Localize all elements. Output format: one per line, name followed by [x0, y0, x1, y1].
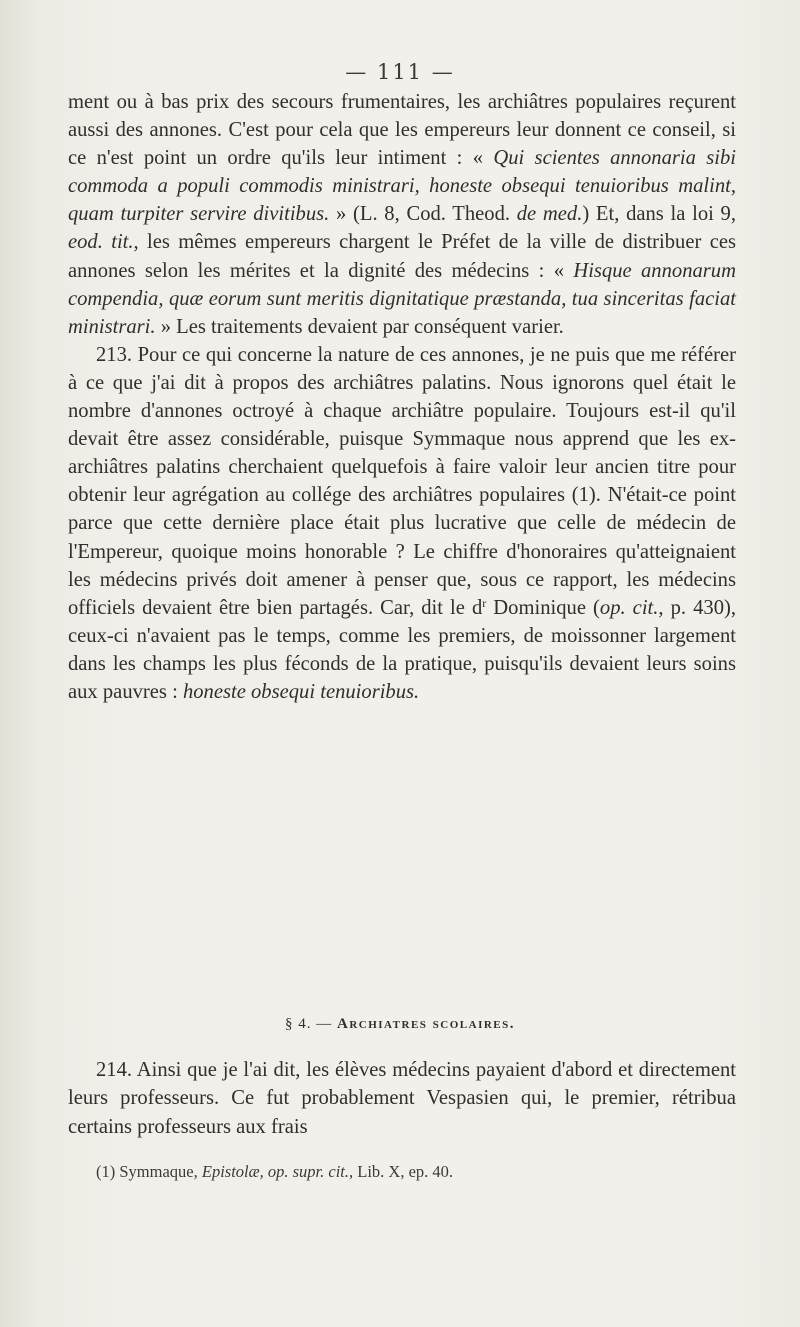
section-dash: —: [311, 1016, 337, 1032]
latin-quote: Hisque annonarum compendia, quæ eorum sunt meritis dignitatique præstanda, tua sinceritas faciat ministrari.: [68, 259, 736, 338]
citation: de med.: [516, 203, 583, 226]
paragraph-2: [68, 341, 736, 706]
paragraph-3: 214. Ainsi que je l'ai dit, les élèves médecins payaient d'abord et directement leurs professeurs. Ce fut probablement Vespasien qui, le premier, rétribua certains professeurs aux frais: [68, 1059, 736, 1138]
text-run: , Lib. X, ep. 40.: [349, 1162, 454, 1181]
text-run: 213. Pour ce qui concerne la nature de ces annones, je ne puis que me référer à ce que j'ai dit à propos des archiâtres palatins. Nous ignorons quel était le nombre d'annones octroyé à chaque archiâtre populaire. Toujours est-il qu'il devait être assez considérable, puisque Symmaque nous apprend que les ex-archiâtres palatins cherchaient quelquefois à faire valoir leur ancien titre pour obtenir leur agrégation au collége des archiâtres populaires (1). N'était-ce point parce que cette dernière place était plus lucrative que celle de médecin de l'Empereur, quoique moins honorable ? Le chiffre d'honoraires qu'atteignaient les médecins privés doit amener à penser que, sous ce rapport, les médecins officiels devaient être bien partagés. Car, dit le d: [68, 343, 736, 619]
section-number: § 4.: [285, 1016, 312, 1032]
superscript: r: [482, 595, 487, 610]
citation: op. cit.: [599, 596, 659, 619]
section-title: Archiatres scolaires.: [337, 1016, 515, 1032]
text-run: ment ou à bas prix des secours frumentaires, les archiâtres populaires reçurent aussi des annones. C'est pour cela que les empereurs leur donnent ce conseil, si ce n'est point un ordre qu'ils leur intiment : «: [68, 91, 736, 170]
paragraph-1: [68, 88, 736, 341]
body-text: [68, 88, 736, 706]
citation: eod. tit.: [68, 231, 134, 254]
latin-quote: honeste obsequi tenuioribus.: [182, 680, 420, 703]
text-run: » (L. 8, Cod. Theod.: [329, 203, 517, 226]
footnote: [96, 1162, 736, 1182]
latin-quote: Qui scientes annonaria sibi commoda a populi commodis ministrari, honeste obsequi tenuioribus malint, quam turpiter servire divitibus.: [68, 147, 736, 226]
section-heading: [0, 1016, 800, 1033]
body-text-2: [68, 1056, 736, 1141]
text-run: (1) Symmaque,: [96, 1162, 202, 1181]
citation: Epistolæ, op. supr. cit.: [201, 1162, 349, 1181]
text-run: , p. 430), ceux-ci n'avaient pas le temps, comme les premiers, de moissonner largement dans les champs les plus féconds de la pratique, puisqu'ils devaient leurs soins aux pauvres :: [68, 596, 737, 703]
text-run: » Les traitements devaient par conséquent varier.: [155, 315, 564, 338]
page-number: — 111 —: [345, 60, 455, 84]
text-run: ) Et, dans la loi 9,: [582, 203, 736, 226]
text-run: , les mêmes empereurs chargent le Préfet de la ville de distribuer ces annones selon les mérites et la dignité des médecins : «: [68, 231, 736, 282]
text-run: Dominique (: [486, 596, 600, 619]
